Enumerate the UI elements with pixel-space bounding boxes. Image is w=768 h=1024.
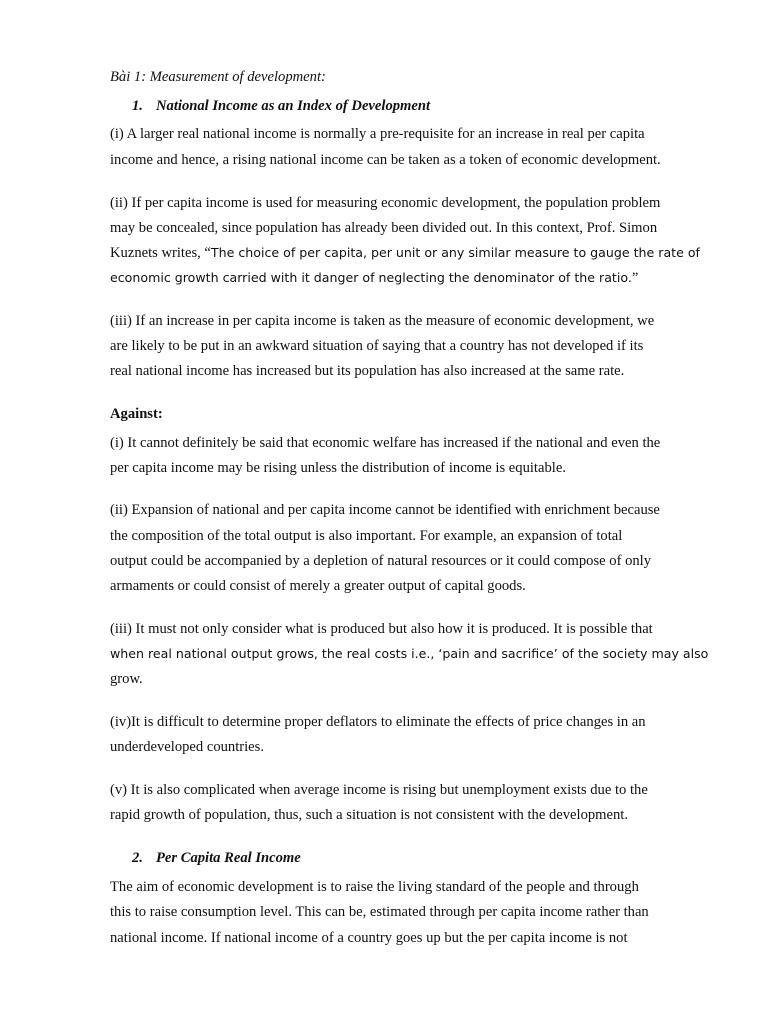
- section-number: 2.: [132, 850, 143, 866]
- paragraph-line: (iv)It is difficult to determine proper deflators to eliminate the effects of price changes in an: [110, 714, 646, 730]
- section-heading-text: Per Capita Real Income: [156, 850, 301, 866]
- paragraph-line: are likely to be put in an awkward situation of saying that a country has not developed if its: [110, 338, 644, 354]
- paragraph-line: underdeveloped countries.: [110, 739, 264, 755]
- paragraph-line: [110, 271, 638, 286]
- section-heading-text: National Income as an Index of Development: [156, 98, 431, 114]
- paragraph-line: (iii) If an increase in per capita income is taken as the measure of economic development, we: [110, 313, 655, 329]
- paragraph-line: rapid growth of population, thus, such a situation is not consistent with the development.: [110, 807, 629, 823]
- paragraph-line: national income. If national income of a country goes up but the per capita income is not: [110, 930, 628, 946]
- paragraph-line: the composition of the total output is also important. For example, an expansion of total: [110, 528, 623, 544]
- paragraph-line: [110, 246, 700, 261]
- document-title: Bài 1: Measurement of development:: [110, 69, 326, 85]
- paragraph-line: (iii) It must not only consider what is produced but also how it is produced. It is possible that: [110, 621, 653, 637]
- paragraph-line: (i) A larger real national income is normally a pre-requisite for an increase in real per capita: [110, 126, 645, 142]
- paragraph-line: real national income has increased but its population has also increased at the same rate.: [110, 363, 625, 379]
- paragraph-line: may be concealed, since population has already been divided out. In this context, Prof. Simon: [110, 220, 658, 236]
- section-heading-1: [132, 99, 430, 114]
- section-number: 1.: [132, 98, 143, 114]
- paragraph-line: armaments or could consist of merely a greater output of capital goods.: [110, 578, 526, 594]
- paragraph-line: when real national output grows, the real costs i.e., ‘pain and sacrifice’ of the society may also: [110, 646, 709, 661]
- paragraph-line: (i) It cannot definitely be said that economic welfare has increased if the national and even the: [110, 435, 661, 451]
- paragraph-line: income and hence, a rising national income can be taken as a token of economic development.: [110, 152, 661, 168]
- quote-text: The choice of per capita, per unit or any similar measure to gauge the rate of: [210, 245, 700, 260]
- quote-text: economic growth carried with it danger of neglecting the denominator of the ratio.: [110, 270, 632, 285]
- paragraph-line: output could be accompanied by a depletion of natural resources or it could compose of only: [110, 553, 652, 569]
- quote-lead: Kuznets writes, “: [110, 245, 211, 261]
- paragraph-line: (ii) If per capita income is used for measuring economic development, the population problem: [110, 195, 661, 211]
- paragraph-line: this to raise consumption level. This can be, estimated through per capita income rather than: [110, 904, 649, 920]
- against-heading: Against:: [110, 406, 163, 422]
- paragraph-line: grow.: [110, 671, 143, 687]
- paragraph-line: The aim of economic development is to raise the living standard of the people and through: [110, 879, 639, 895]
- paragraph-line: (ii) Expansion of national and per capita income cannot be identified with enrichment because: [110, 502, 660, 518]
- paragraph-line: (v) It is also complicated when average income is rising but unemployment exists due to the: [110, 782, 648, 798]
- quote-end: ”: [631, 270, 639, 286]
- section-heading-2: [132, 851, 301, 866]
- paragraph-line: per capita income may be rising unless the distribution of income is equitable.: [110, 460, 566, 476]
